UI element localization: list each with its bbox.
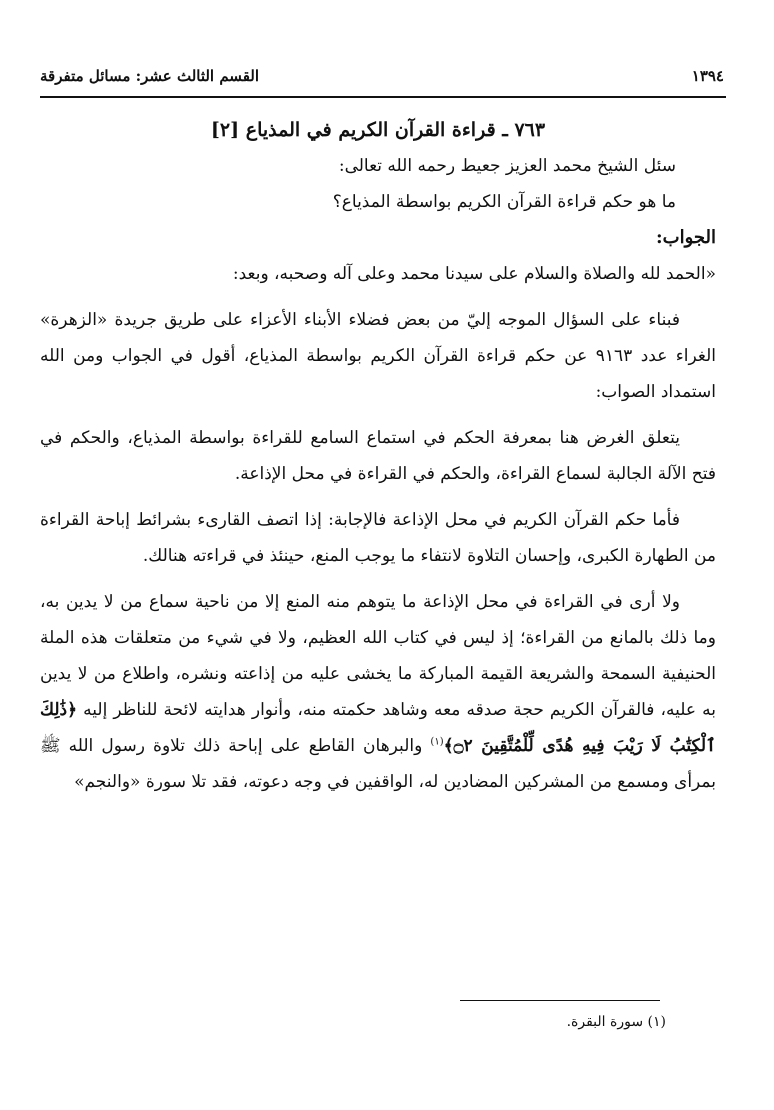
section-title: ٧٦٣ ـ قراءة القرآن الكريم في المذياع [٢] xyxy=(210,119,546,141)
header-rule xyxy=(40,96,726,98)
answer-label: الجواب: xyxy=(656,227,716,248)
footnote: (١) سورة البقرة. xyxy=(566,1014,666,1030)
question-intro: سئل الشيخ محمد العزيز جعيط رحمه الله تعالى: xyxy=(338,156,676,176)
quran-verse: ﴿ذَٰلِكَ ٱلْكِتَٰبُ لَا رَيْبَ فِيهِ هُدًى لِّلْمُتَّقِينَ ۝٢﴾ xyxy=(40,700,717,756)
question-text: ما هو حكم قراءة القرآن الكريم بواسطة المذياع؟ xyxy=(332,192,676,212)
footnote-rule xyxy=(460,1000,660,1001)
main-text xyxy=(40,112,716,800)
running-header xyxy=(40,62,724,90)
paragraph-1: فبناء على السؤال الموجه إليّ من بعض فضلاء الأبناء الأعزاء على طريق جريدة «الزهرة» الغراء عدد ٩١٦٣ عن حكم قراءة القرآن الكريم بواسطة المذياع، أقول في الجواب ومن الله استمداد الصواب: xyxy=(40,310,716,402)
footnote-reference: (١) xyxy=(430,736,444,748)
paragraph-4-part-b: والبرهان القاطع على إباحة ذلك تلاوة رسول الله ﷺ بمرأى ومسمع من المشركين المضادين له، الواقفين في وجه دعوته، فقد تلا سورة «والنجم» xyxy=(40,736,716,792)
paragraph-4-part-a: ولا أرى في القراءة في محل الإذاعة ما يتوهم منه المنع إلا من ناحية سماع من لا يدين به، وما ذلك بالمانع من القراءة؛ إذ ليس في كتاب الله العظيم، ولا في شيء من متعلقات هذه الملة الحنيفية السمحة والشريعة القيمة المباركة ما يخشى عليه من إذاعته ونشره، واطلاع من لا يدين به عليه، فالقرآن الكريم حجة صدقه معه وشاهد حكمته منه، وأنوار هدايته لائحة للناظر إليه xyxy=(40,592,716,720)
paragraph-2: يتعلق الغرض هنا بمعرفة الحكم في استماع السامع للقراءة بواسطة المذياع، والحكم في فتح الآلة الجالبة لسماع القراءة، والحكم في القراءة في محل الإذاعة. xyxy=(40,428,716,484)
page-number: ١٣٩٤ xyxy=(691,67,724,85)
paragraph-3: فأما حكم القرآن الكريم في محل الإذاعة فالإجابة: إذا اتصف القارىء بشرائط إباحة القراءة من الطهارة الكبرى، وإحسان التلاوة لانتفاء ما يوجب المنع، حينئذ في قراءته هنالك. xyxy=(40,510,716,566)
answer-opening: «الحمد لله والصلاة والسلام على سيدنا محمد وعلى آله وصحبه، وبعد: xyxy=(232,264,716,284)
paragraph-4 xyxy=(40,584,716,800)
running-title: القسم الثالث عشر: مسائل متفرقة xyxy=(40,67,260,85)
